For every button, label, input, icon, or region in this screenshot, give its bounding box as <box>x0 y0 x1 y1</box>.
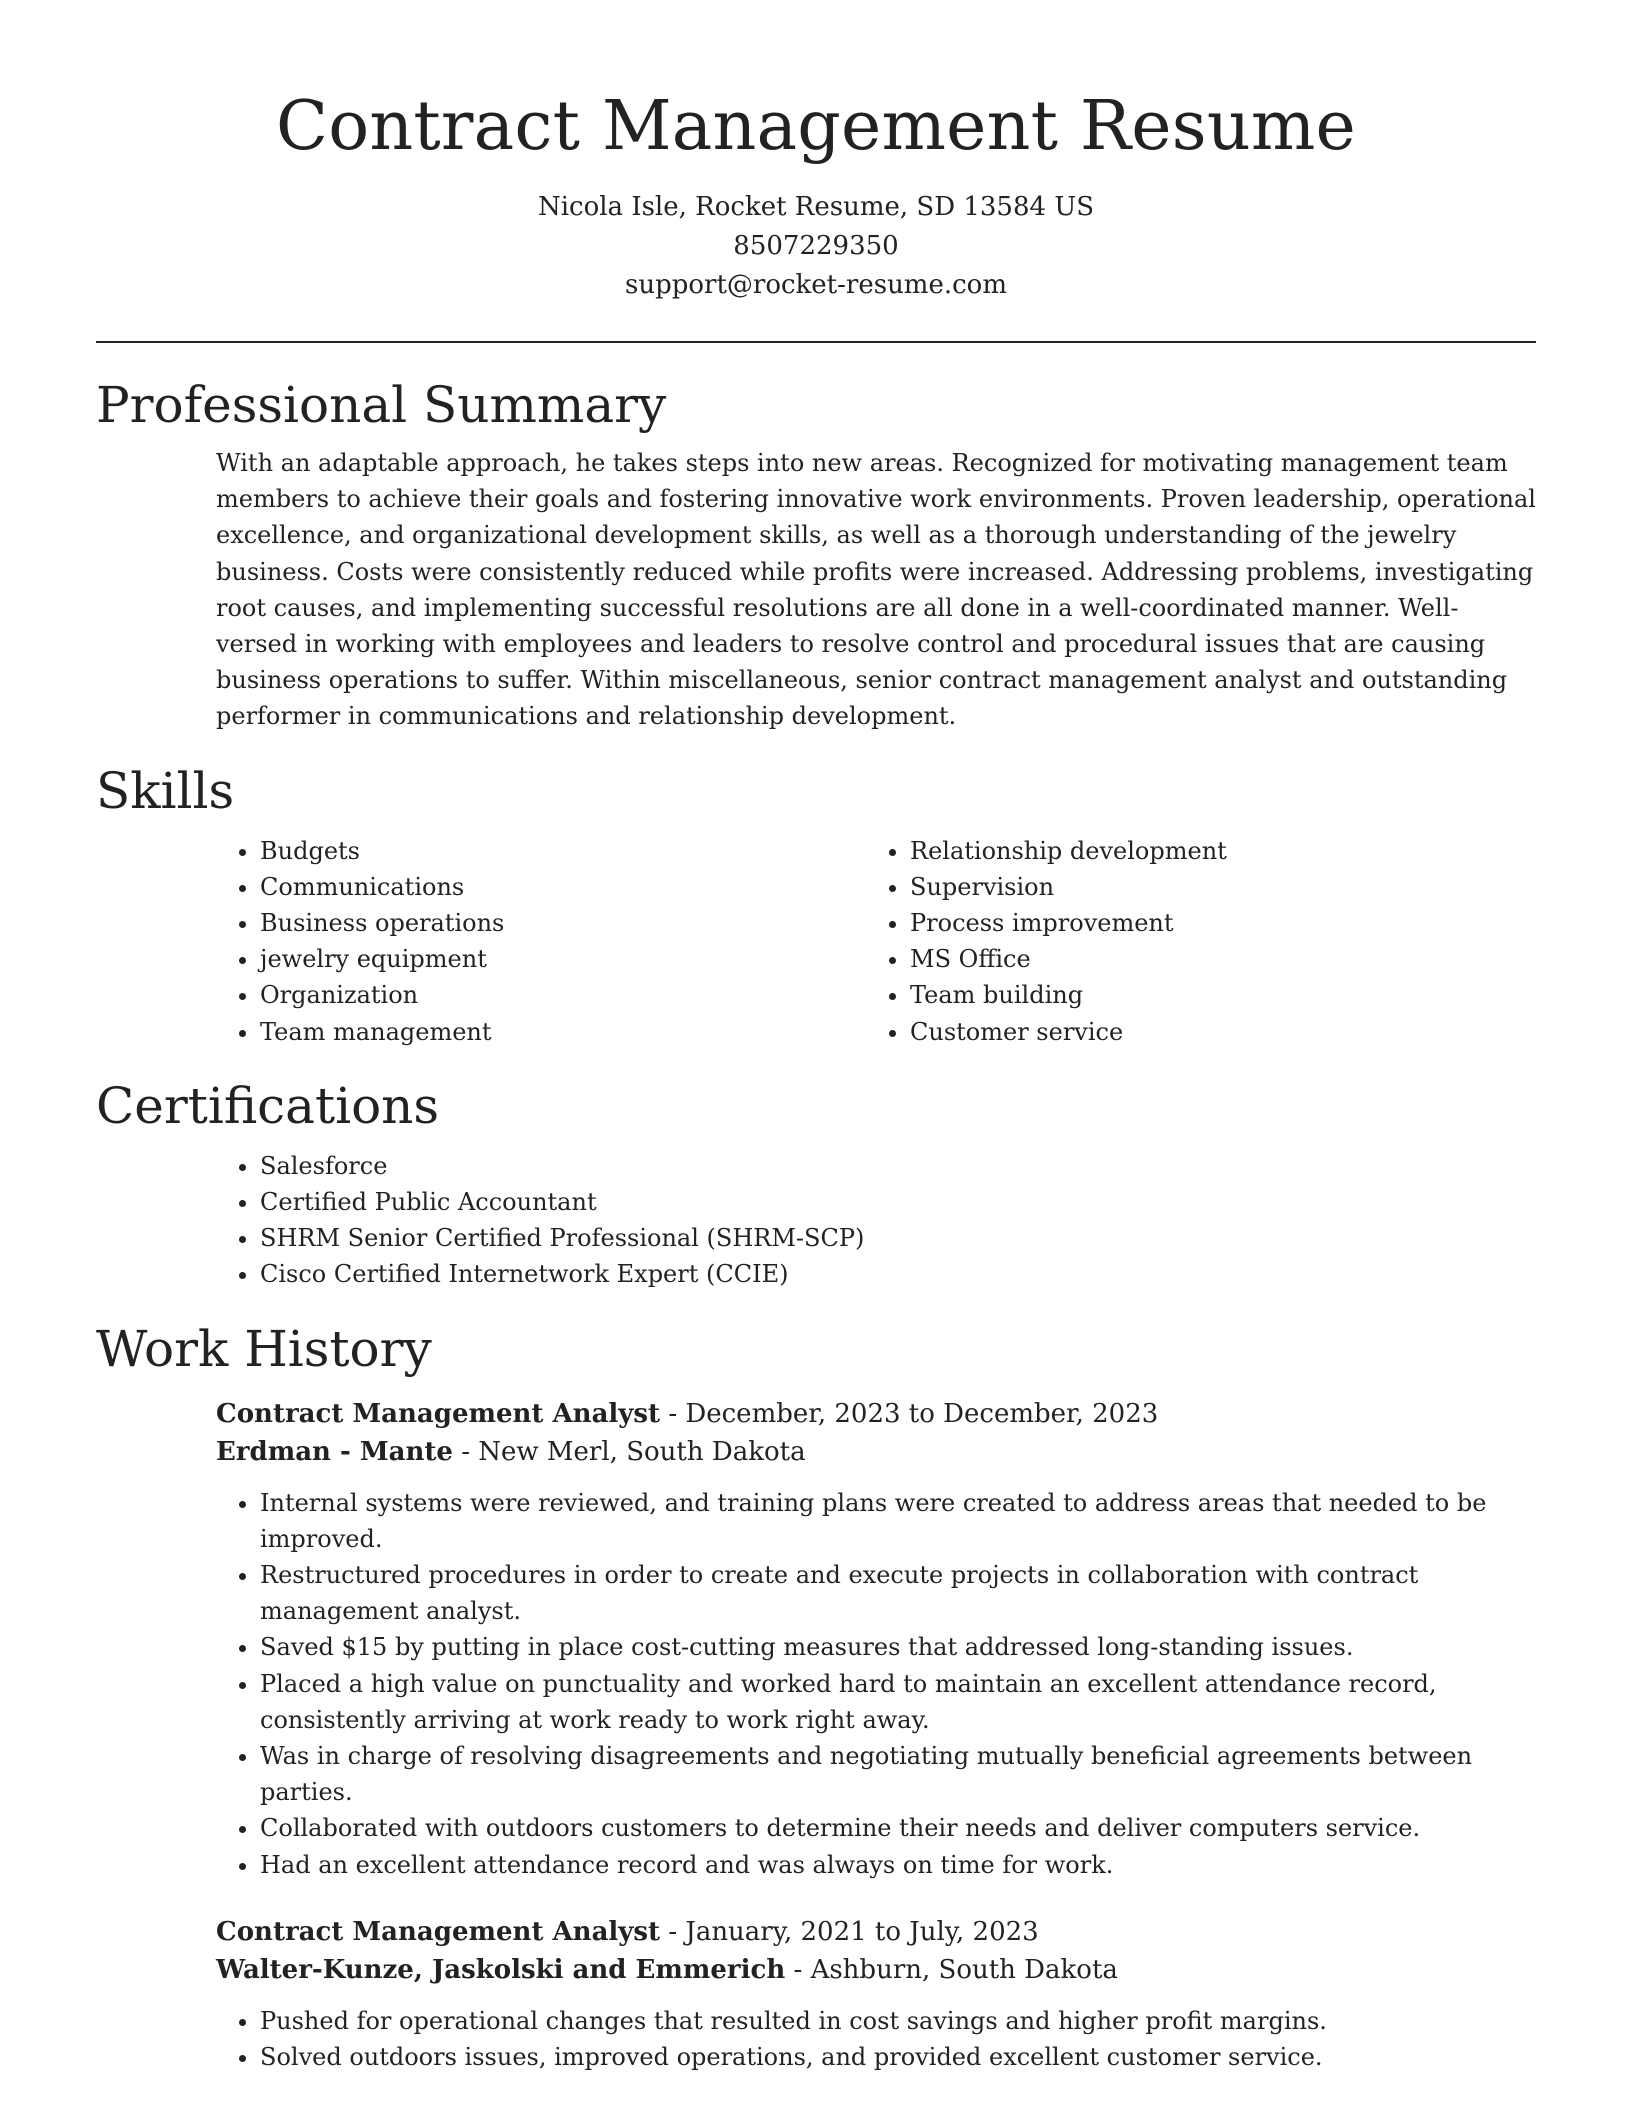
job-title: Contract Management Analyst <box>216 1916 661 1947</box>
skills-heading: Skills <box>96 761 235 820</box>
header-divider <box>96 341 1536 343</box>
job-duties-list <box>216 2003 1536 2075</box>
skill-item: • Team management <box>260 1014 866 1050</box>
job-employer-line: Walter-Kunze, Jaskolski and Emmerich - Ashburn, South Dakota <box>216 1954 1118 1985</box>
job-employer: Walter-Kunze, Jaskolski and Emmerich <box>216 1954 786 1985</box>
job-duty-item: • Was in charge of resolving disagreements and negotiating mutually beneficial agreements between parties. <box>260 1738 1536 1810</box>
contact-block <box>96 188 1536 305</box>
job-duty-item: • Placed a high value on punctuality and worked hard to maintain an excellent attendance record, consistently arriving at work ready to work right away. <box>260 1666 1536 1738</box>
skill-item: • Budgets <box>260 833 866 869</box>
certifications-list <box>216 1148 1536 1293</box>
job-dates: January, 2021 to July, 2023 <box>685 1916 1039 1947</box>
job-duty-item: • Had an excellent attendance record and was always on time for work. <box>260 1847 1536 1883</box>
certification-item: • Certified Public Accountant <box>260 1184 1536 1220</box>
skill-item: • Communications <box>260 869 866 905</box>
summary-heading: Professional Summary <box>96 376 667 434</box>
certification-item: • Cisco Certified Internetwork Expert (CCIE) <box>260 1256 1536 1292</box>
job-employer: Erdman - Mante <box>216 1436 453 1467</box>
skills-column-left <box>216 833 866 1050</box>
job-duty-item: • Pushed for operational changes that resulted in cost savings and higher profit margins. <box>260 2003 1536 2039</box>
skill-item: • MS Office <box>910 941 1516 977</box>
certification-item: • SHRM Senior Certified Professional (SHRM-SCP) <box>260 1220 1536 1256</box>
job-duty-item: • Restructured procedures in order to create and execute projects in collaboration with contract management analyst. <box>260 1557 1536 1629</box>
certifications-list-wrap <box>216 1148 1536 1293</box>
summary-text: With an adaptable approach, he takes steps into new areas. Recognized for motivating management team members to achieve their goals and fostering innovative work environments. Proven leadership, operational excellence, and organizational development skills, as well as a thorough understanding of the jewelry business. Costs were consistently reduced while profits were increased. Addressing problems, investigating root causes, and implementing successful resolutions are all done in a well-coordinated manner. Well-versed in working with employees and leaders to resolve control and procedural issues that are causing business operations to suffer. Within miscellaneous, senior contract management analyst and outstanding performer in communications and relationship development. <box>216 449 1536 731</box>
job-duty-item: • Solved outdoors issues, improved operations, and provided excellent customer service. <box>260 2039 1536 2075</box>
skills-grid <box>216 833 1536 1050</box>
skill-item: • Customer service <box>910 1014 1516 1050</box>
contact-email: support@rocket-resume.com <box>624 270 1007 300</box>
job-duty-item: • Collaborated with outdoors customers to determine their needs and deliver computers service. <box>260 1810 1536 1846</box>
job-entry <box>216 1913 1536 2075</box>
skill-item: • jewelry equipment <box>260 941 866 977</box>
work-history-heading: Work History <box>96 1319 432 1378</box>
summary-section <box>96 375 1536 735</box>
skill-item: • Supervision <box>910 869 1516 905</box>
certifications-section <box>96 1076 1536 1293</box>
certification-item: • Salesforce <box>260 1148 1536 1184</box>
job-location: Ashburn, South Dakota <box>810 1954 1118 1985</box>
skill-item: • Organization <box>260 977 866 1013</box>
job-title: Contract Management Analyst <box>216 1398 661 1429</box>
job-duties <box>216 2003 1536 2075</box>
job-duty-item: • Saved $15 by putting in place cost-cutting measures that addressed long-standing issues. <box>260 1629 1536 1665</box>
skill-item: • Team building <box>910 977 1516 1013</box>
skills-column-right <box>866 833 1516 1050</box>
certifications-heading: Certifications <box>96 1076 440 1135</box>
job-location: New Merl, South Dakota <box>478 1436 806 1467</box>
resume-header <box>96 0 1536 305</box>
job-duties <box>216 1485 1536 1883</box>
skills-section <box>96 761 1536 1050</box>
work-history-section <box>96 1319 1536 2076</box>
job-entry <box>216 1395 1536 1883</box>
job-duty-item: • Internal systems were reviewed, and training plans were created to address areas that needed to be improved. <box>260 1485 1536 1557</box>
skills-list-left <box>216 833 866 1050</box>
job-dates: December, 2023 to December, 2023 <box>685 1398 1159 1429</box>
skills-list-right <box>866 833 1516 1050</box>
job-title-line: Contract Management Analyst - January, 2021 to July, 2023 <box>216 1916 1039 1947</box>
contact-phone: 8507229350 <box>733 231 899 261</box>
job-header <box>216 1913 1536 1989</box>
job-employer-line: Erdman - Mante - New Merl, South Dakota <box>216 1436 806 1467</box>
skill-item: • Relationship development <box>910 833 1516 869</box>
skill-item: • Business operations <box>260 905 866 941</box>
skill-item: • Process improvement <box>910 905 1516 941</box>
job-header <box>216 1395 1536 1471</box>
job-duties-list <box>216 1485 1536 1883</box>
contact-address: Nicola Isle, Rocket Resume, SD 13584 US <box>537 192 1095 222</box>
resume-title: Contract Management Resume <box>276 87 1356 166</box>
job-title-line: Contract Management Analyst - December, 2023 to December, 2023 <box>216 1398 1159 1429</box>
